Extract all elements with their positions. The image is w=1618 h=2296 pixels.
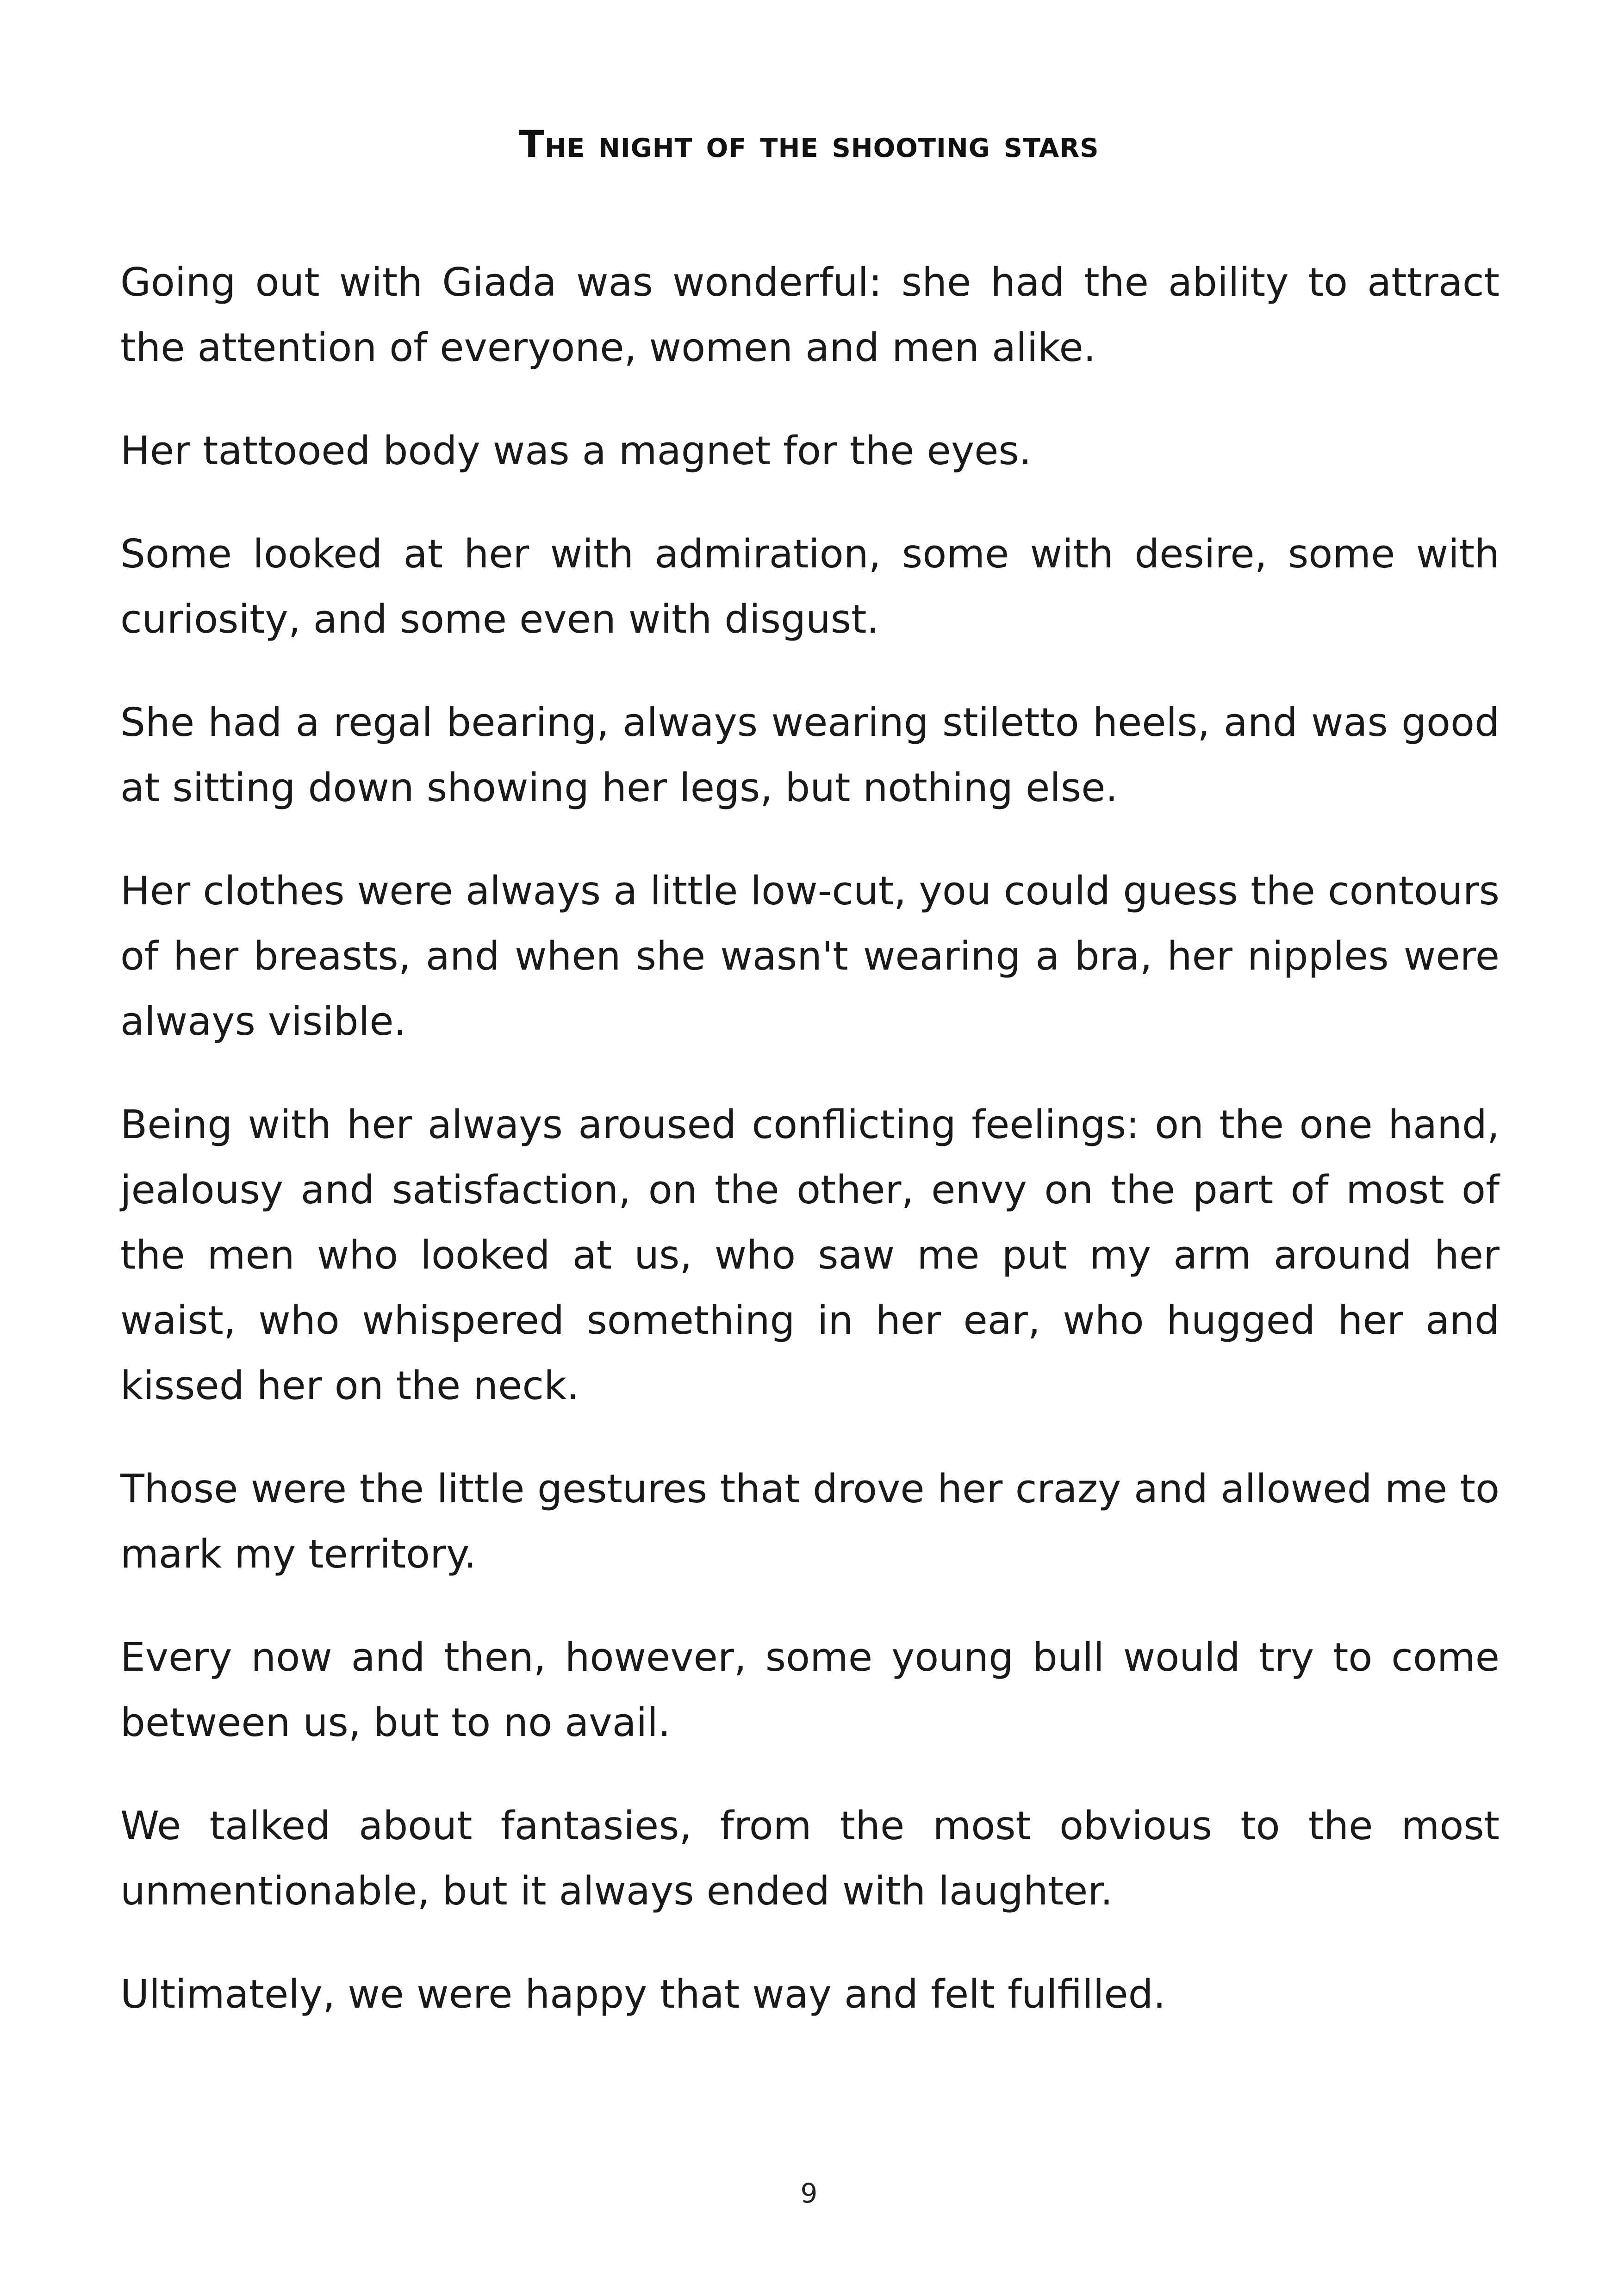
paragraph: Ultimately, we were happy that way and felt fulfilled. — [120, 1972, 1166, 2017]
page-number: 9 — [800, 2178, 818, 2209]
paragraph: Her clothes were always a little low-cut, you could guess the contours of her breasts, and when she wasn't wearing a bra, her nipples were always visible. — [120, 868, 1500, 1045]
paragraph: She had a regal bearing, always wearing stiletto heels, and was good at sitting down showing her legs, but nothing else. — [120, 700, 1500, 811]
chapter-title: The night of the shooting stars — [519, 122, 1099, 166]
body-text — [120, 250, 1500, 2065]
paragraph: Being with her always aroused conflicting feelings: on the one hand, jealousy and satisfaction, on the other, envy on the part of most of the men who looked at us, who saw me put my arm around her waist, who whispered something in her ear, who hugged her and kissed her on the neck. — [120, 1102, 1500, 1409]
paragraph: Those were the little gestures that drove her crazy and allowed me to mark my territory. — [120, 1466, 1500, 1577]
paragraph: Her tattooed body was a magnet for the eyes. — [120, 428, 1032, 474]
paragraph: Every now and then, however, some young bull would try to come between us, but to no avail. — [120, 1635, 1500, 1746]
paragraph: We talked about fantasies, from the most obvious to the most unmentionable, but it always ended with laughter. — [120, 1803, 1500, 1914]
paragraph: Going out with Giada was wonderful: she had the ability to attract the attention of everyone, women and men alike. — [120, 260, 1500, 371]
paragraph: Some looked at her with admiration, some with desire, some with curiosity, and some even with disgust. — [120, 531, 1500, 642]
